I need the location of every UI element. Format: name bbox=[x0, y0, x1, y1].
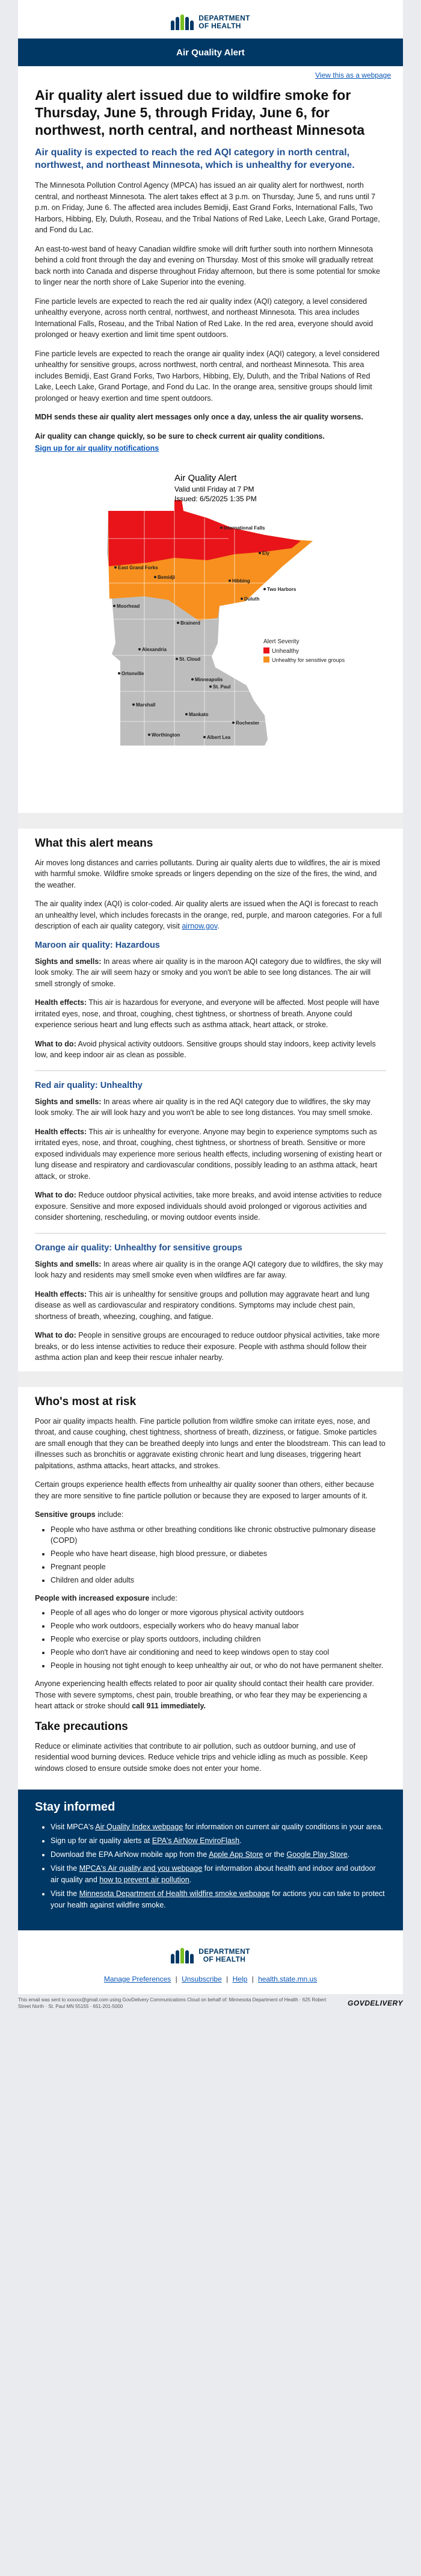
alert-banner: Air Quality Alert bbox=[18, 39, 403, 66]
orange-heading: Orange air quality: Unhealthy for sensitive groups bbox=[35, 1243, 242, 1253]
orange-health: This air is unhealthy for sensitive groups and pollution may aggravate heart and lung disease as well as cardiovascular and respiratory conditions. Symptoms may include chest pain, shortness of breath, wheezing, coughing, and fatigue. bbox=[35, 1290, 370, 1321]
mdh-logo-text: DEPARTMENT OF HEALTH bbox=[198, 14, 250, 30]
air-quality-map bbox=[84, 463, 345, 800]
mdh-logo-icon bbox=[171, 1948, 194, 1963]
help-link[interactable]: Help bbox=[232, 1975, 248, 1983]
list-item: • Visit the Minnesota Department of Health wildfire smoke webpage for actions you can take to protect your health against wildfire smoke. bbox=[51, 1888, 386, 1911]
legend-red-swatch bbox=[263, 647, 269, 653]
maroon-sights: In areas where air quality is in the maroon AQI category due to wildfires, the sky will look smoky. The air will seem hazy or smoky and you won't be able to see long distances. The air will smell strongly of smoke. bbox=[35, 957, 381, 988]
mdh-logo[interactable] bbox=[18, 0, 403, 39]
mdh-logo-text: DEPARTMENT OF HEALTH bbox=[198, 1947, 250, 1963]
list-item: • Download the EPA AirNow mobile app from the Apple App Store or the Google Play Store. bbox=[51, 1849, 386, 1861]
alert-frequency-note: MDH sends these air quality alert messages only once a day, unless the air quality worsens. bbox=[35, 413, 363, 421]
alert-paragraph-3: Fine particle levels are expected to reach the red air quality index (AQI) category, a level considered unhealthy everyone, across north central, northwest, and northeast Minnesota. This area includes International Falls, Roseau, and the Tribal Nation of Red Lake. In the red area, everyone should avoid prolonged or heavy exertion and limit time spent outdoors. bbox=[35, 297, 373, 339]
bottom-strip bbox=[18, 1994, 403, 2015]
city-duluth: Duluth bbox=[244, 596, 260, 602]
city-worthington: Worthington bbox=[152, 732, 180, 738]
legend-title: Alert Severity bbox=[263, 638, 300, 645]
stay-informed-section bbox=[18, 1790, 403, 1930]
orange-sights: In areas where air quality is in the orange AQI category due to wildfires, the sky may look hazy and residents may smell smoke even when wildfires are far away. bbox=[35, 1259, 383, 1279]
section-separator bbox=[18, 1371, 403, 1387]
maroon-health: This air is hazardous for everyone, and everyone will be affected. Most people will have irritated eyes, nose, and throat, coughing, chest tightness, or shortness of breath. Anyone could experience serious heart and lung effects such as asthma attack, heart attack, or stroke. bbox=[35, 998, 380, 1029]
govdelivery-logo[interactable]: GOVDELIVERY bbox=[348, 1999, 403, 2007]
view-webpage-link[interactable]: View this as a webpage bbox=[315, 71, 391, 79]
sensitive-groups-list bbox=[51, 1524, 386, 1586]
mdh-wildfire-smoke-link[interactable]: Minnesota Department of Health wildfire smoke webpage bbox=[79, 1889, 270, 1898]
alert-section bbox=[18, 87, 403, 800]
footer-mdh-logo[interactable] bbox=[18, 1944, 403, 1968]
meaning-paragraph-2: The air quality index (AQI) is color-coded. Air quality alerts are issued when the AQI is forecast to reach an unhealthy level, which includes forecasts in the orange, red, purple, and maroon categories. For a full description of each air quality category, visit airnow.gov. bbox=[35, 900, 382, 930]
divider bbox=[35, 1070, 386, 1071]
precautions-paragraph: Reduce or eliminate activities that contribute to air pollution, such as outdoor burning, and use of residential wood burning devices. Reduce vehicle trips and vehicle idling as much as possible. Keep windows closed to ensure outside smoke does not enter your home. bbox=[35, 1741, 368, 1773]
meaning-paragraph-1: Air moves long distances and carries pollutants. During air quality alerts due to wildfires, the air is mixed with harmful smoke. Wildfire smoke spreads or lingers depending on the size of the fires, the wind, and the weather. bbox=[35, 858, 380, 889]
city-hibbing: Hibbing bbox=[232, 578, 250, 584]
list-item: • Visit MPCA's Air Quality Index webpage for information on current air quality conditions in your area. bbox=[51, 1821, 386, 1833]
meaning-heading: What this alert means bbox=[35, 836, 153, 850]
maroon-heading: Maroon air quality: Hazardous bbox=[35, 940, 160, 950]
prevent-air-pollution-link[interactable]: how to prevent air pollution bbox=[99, 1876, 189, 1884]
maroon-todo: Avoid physical activity outdoors. Sensitive groups should stay indoors, keep activity levels low, and keep indoor air as clean as possible. bbox=[35, 1039, 376, 1059]
city-east-grand-forks: East Grand Forks bbox=[118, 564, 158, 570]
unsubscribe-link[interactable]: Unsubscribe bbox=[182, 1975, 222, 1983]
manage-preferences-link[interactable]: Manage Preferences bbox=[103, 1975, 171, 1983]
google-play-store-link[interactable]: Google Play Store bbox=[286, 1850, 348, 1859]
legend-orange-swatch bbox=[263, 656, 269, 663]
apple-app-store-link[interactable]: Apple App Store bbox=[209, 1850, 263, 1859]
city-alexandria: Alexandria bbox=[142, 646, 167, 652]
city-st-cloud: St. Cloud bbox=[179, 656, 201, 662]
air-quality-and-you-link[interactable]: MPCA's Air quality and you webpage bbox=[79, 1864, 203, 1873]
list-item: • Children and older adults bbox=[51, 1575, 386, 1586]
legend-red-label: Unhealthy bbox=[272, 647, 300, 655]
stay-informed-list bbox=[51, 1821, 386, 1911]
map-title: Air Quality Alert bbox=[174, 472, 237, 483]
risk-paragraph-2: Certain groups experience health effects from unhealthy air quality sooner than others, either because they are more sensitive to fine particle pollution or because they are exposed to larger amounts of it. bbox=[35, 1480, 374, 1500]
list-item: • People who have asthma or other breathing conditions like chronic obstructive pulmonary disease (COPD) bbox=[51, 1524, 386, 1546]
city-international-falls: International Falls bbox=[224, 525, 265, 531]
risk-paragraph-1: Poor air quality impacts health. Fine particle pollution from wildfire smoke can irritate eyes, nose, and throat, and cause coughing, chest tightness, shortness of breath, dizziness, or fatigue. Smoke particles are small enough that they can be breathed deeply into lungs and enter the bloodstream. This can lead to illnesses such as bronchitis or aggravate existing chronic heart and lung diseases, triggering heart palpitations, asthma attacks, heart attacks, and strokes. bbox=[35, 1416, 386, 1470]
red-sights: In areas where air quality is in the red AQI category due to wildfires, the sky may look smoky. The air will look hazy and you won't be able to see long distances. You may smell smoke. bbox=[35, 1097, 373, 1117]
city-ortonville: Ortonville bbox=[121, 670, 144, 676]
alert-change-note: Air quality can change quickly, so be sure to check current air quality conditions. bbox=[35, 431, 325, 440]
list-item: • People who have heart disease, high blood pressure, or diabetes bbox=[51, 1548, 386, 1559]
orange-todo: People in sensitive groups are encouraged to reduce outdoor physical activities, take more breaks, or do less intense activities to reduce their exposure. People with asthma should follow their asthma action plan and keep their rescue inhaler nearby. bbox=[35, 1331, 380, 1362]
city-moorhead: Moorhead bbox=[117, 603, 140, 609]
risk-heading: Who's most at risk bbox=[35, 1395, 137, 1408]
alert-paragraph-1: The Minnesota Pollution Control Agency (MPCA) has issued an air quality alert for northwest, north central, and northeast Minnesota. The alert takes effect at 3 p.m. on Thursday, June 5, and runs until 7 p.m. on Friday, June 6. The affected area includes Bemidji, East Grand Forks, International Falls, Two Harbors, Hibbing, Ely, Duluth, Roseau, and the Tribal Nations of Red Lake, Leech Lake, Grand Portage, and Fond du Lac. bbox=[35, 181, 380, 234]
city-mankato: Mankato bbox=[189, 711, 209, 717]
signup-notifications-link[interactable]: Sign up for air quality notifications bbox=[35, 444, 159, 452]
health-site-link[interactable]: health.state.mn.us bbox=[258, 1975, 318, 1983]
red-heading: Red air quality: Unhealthy bbox=[35, 1080, 143, 1090]
email-body bbox=[18, 0, 403, 1994]
city-two-harbors: Two Harbors bbox=[267, 586, 297, 592]
alert-headline: Air quality alert issued due to wildfire smoke for Thursday, June 5, through Friday, June 6, for northwest, north central, and northeast Minnesota bbox=[35, 87, 365, 138]
list-item: • People who work outdoors, especially workers who do heavy manual labor bbox=[51, 1620, 386, 1631]
list-item: • Visit the MPCA's Air quality and you webpage for information about health and indoor and outdoor air quality and how to prevent air pollution. bbox=[51, 1863, 386, 1886]
map-valid: Valid until Friday at 7 PM bbox=[174, 484, 254, 493]
city-marshall: Marshall bbox=[136, 702, 156, 708]
city-brainerd: Brainerd bbox=[180, 620, 200, 626]
list-item: • Pregnant people bbox=[51, 1561, 386, 1572]
city-st-paul: St. Paul bbox=[213, 684, 231, 690]
footer bbox=[18, 1930, 403, 1994]
aqi-webpage-link[interactable]: Air Quality Index webpage bbox=[95, 1823, 183, 1831]
section-separator bbox=[18, 813, 403, 829]
divider bbox=[35, 1233, 386, 1234]
mdh-logo-icon bbox=[171, 14, 194, 30]
enviroflash-link[interactable]: EPA's AirNow EnviroFlash bbox=[152, 1836, 240, 1845]
fine-print: This email was sent to xxxxxx@gmail.com using GovDelivery Communications Cloud on behalf of: Minnesota Department of Health · 625 Robert Street North · St. Paul MN 55155 · 651-201-5000 bbox=[18, 1997, 327, 2009]
list-item: • People in housing not tight enough to keep unhealthy air out, or who do not have permanent shelter. bbox=[51, 1660, 386, 1671]
legend-orange-label: Unhealthy for sensitive groups bbox=[272, 656, 345, 663]
city-rochester: Rochester bbox=[236, 720, 260, 726]
city-bemidji: Bemidji bbox=[158, 574, 175, 580]
exposure-groups-list bbox=[51, 1607, 386, 1671]
risk-paragraph-3: Anyone experiencing health effects related to poor air quality should contact their health care provider. Those with severe symptoms, chest pain, trouble breathing, or who fear they may be experiencing a heart attack or stroke should call 911 immediately. bbox=[35, 1679, 375, 1710]
alert-lead: Air quality is expected to reach the red AQI category in north central, northwest, and northeast Minnesota, which is unhealthy for everyone. bbox=[35, 147, 355, 170]
city-minneapolis: Minneapolis bbox=[195, 676, 223, 682]
red-todo: Reduce outdoor physical activities, take more breaks, and avoid intense activities to reduce exposure. Sensitive and more exposed individuals should avoid prolonged or vigorous activities and consider shortening, rescheduling, or moving outdoor events inside. bbox=[35, 1191, 382, 1222]
list-item: • People of all ages who do longer or more vigorous physical activity outdoors bbox=[51, 1607, 386, 1618]
list-item: • People who exercise or play sports outdoors, including children bbox=[51, 1634, 386, 1645]
city-albert-lea: Albert Lea bbox=[207, 734, 231, 740]
red-health: This air is unhealthy for everyone. Anyone may begin to experience symptoms such as irritated eyes, nose, and throat, coughing, chest tightness, or shortness of breath. Sensitive or more exposed individuals may experience more serious health effects, including worsening of existing heart or lung disease and respiratory and cardiovascular conditions, possibly leading to an asthma attack, heart attack, or stroke. bbox=[35, 1127, 383, 1181]
city-ely: Ely bbox=[262, 550, 270, 556]
alert-paragraph-4: Fine particle levels are expected to reach the orange air quality index (AQI) category, a level considered unhealthy for sensitive groups, across northwest, north central, and northeast Minnesota. This area includes Bemidji, East Grand Forks, Two Harbors, Hibbing, Ely, Duluth, and the Tribal Nations of Red Lake, Leech Lake, Grand Portage, and Fond du Lac. In the orange area, sensitive groups should limit prolonged or heavy exertion and time spent outdoors. bbox=[35, 349, 380, 403]
airnow-link[interactable]: airnow.gov bbox=[182, 922, 218, 930]
list-item: • People who don't have air conditioning and need to keep windows open to stay cool bbox=[51, 1647, 386, 1658]
alert-paragraph-2: An east-to-west band of heavy Canadian wildfire smoke will drift further south into northern Minnesota behind a cold front through the day and evening on Thursday. Most of this smoke will gradually retreat back north into Canada and disperse throughout Friday afternoon, but there is some potential for smoke to linger near the north shore of Lake Superior into the evening. bbox=[35, 244, 380, 286]
stay-informed-heading: Stay informed bbox=[35, 1800, 115, 1814]
list-item: • Sign up for air quality alerts at EPA's AirNow EnviroFlash. bbox=[51, 1835, 386, 1847]
map-issued: Issued: 6/5/2025 1:35 PM bbox=[174, 494, 257, 503]
risk-section: Who's most at risk Poor air quality impacts health. Fine particle pollution from wildfire smoke can irritate eyes, nose, and throat, and cause coughing, chest tightness, shortness of breath, dizziness, or fatigue. Smoke particles are small enough that they can be breathed deeply into lungs and enter the bloodstream. This can lead to illnesses such as bronchitis or aggravate existing chronic heart and lung diseases, triggering heart palpitations, asthma attacks, heart attacks, and strokes. Certain groups experience health effects from unhealthy air quality sooner than others, either because they are more sensitive to fine particle pollution or because they are exposed to larger amounts of it. Sensitive groups include: • People who have asthma or other breathing conditions like chronic obstructive pulmonary disease (COPD) • People who have heart disease, high blood pressure, or diabetes • Pregnant people • Children and older adults People with increased exposure include: • People of all ages who do longer or more vigorous physical activity outdoors • People who work outdoors, especially workers who do heavy manual labor • People who exercise or play sports outdoors, including children • People who don't have air conditioning and need to keep windows open to stay cool • People in housing not tight enough to keep unhealthy air out, or who do not have permanent shelter. Anyone experiencing health effects related to poor air quality should contact their health care provider. Those with severe symptoms, chest pain, trouble breathing, or who fear they may be experiencing a heart attack or stroke should call 911 immediately. Take precautions Reduce or eliminate activities that contribute to air pollution, such as outdoor burning, and use of residential wood burning devices. Reduce vehicle trips and vehicle idling as much as possible. Keep windows closed to ensure outside smoke does not enter your home. bbox=[18, 1395, 403, 1774]
footer-links: Manage Preferences | Unsubscribe | Help | health.state.mn.us bbox=[103, 1975, 318, 1983]
precautions-heading: Take precautions bbox=[35, 1720, 128, 1733]
meaning-section: What this alert means Air moves long distances and carries pollutants. During air quality alerts due to wildfires, the air is mixed with harmful smoke. Wildfire smoke spreads or lingers depending on the size of the fires, the wind, and the weather. The air quality index (AQI) is color-coded. Air quality alerts are issued when the AQI is forecast to reach an unhealthy level, which includes forecasts in the orange, red, purple, and maroon categories. For a full description of each air quality category, visit airnow.gov. Maroon air quality: Hazardous Sights and smells: In areas where air quality is in the maroon AQI category due to wildfires, the sky will look smoky. The air will seem hazy or smoky and you won't be able to see long distances. The air will smell strongly of smoke. Health effects: This air is hazardous for everyone, and everyone will be affected. Most people will have irritated eyes, nose, and throat, coughing, chest tightness, or shortness of breath. Anyone could experience serious heart and lung effects such as asthma attack, heart attack, or stroke. What to do: Avoid physical activity outdoors. Sensitive groups should stay indoors, keep activity levels low, and keep indoor air as clean as possible. Red air quality: Unhealthy Sights and smells: In areas where air quality is in the red AQI category due to wildfires, the sky may look smoky. The air will look hazy and you won't be able to see long distances. You may smell smoke. Health effects: This air is unhealthy for everyone. Anyone may begin to experience symptoms such as irritated eyes, nose, and throat, coughing, chest tightness, or shortness of breath. Sensitive or more exposed individuals may experience more serious health effects, including worsening of existing heart or lung disease and respiratory and cardiovascular conditions, possibly leading to an asthma attack, heart attack, or stroke. What to do: Reduce outdoor physical activities, take more breaks, and avoid intense activities to reduce exposure. Sensitive and more exposed individuals should avoid prolonged or vigorous activities and consider shortening, rescheduling, or moving outdoor events inside. Orange air quality: Unhealthy for sensitive groups Sights and smells: In areas where air quality is in the orange AQI category due to wildfires, the sky may look hazy and residents may smell smoke even when wildfires are far away. Health effects: This air is unhealthy for sensitive groups and pollution may aggravate heart and lung disease as well as cardiovascular and respiratory conditions. Symptoms may include chest pain, shortness of breath, wheezing, coughing, and fatigue. What to do: People in sensitive groups are encouraged to reduce outdoor physical activities, take more breaks, or do less intense activities to reduce their exposure. People with asthma should follow their asthma action plan and keep their rescue inhaler nearby. bbox=[18, 837, 403, 1364]
